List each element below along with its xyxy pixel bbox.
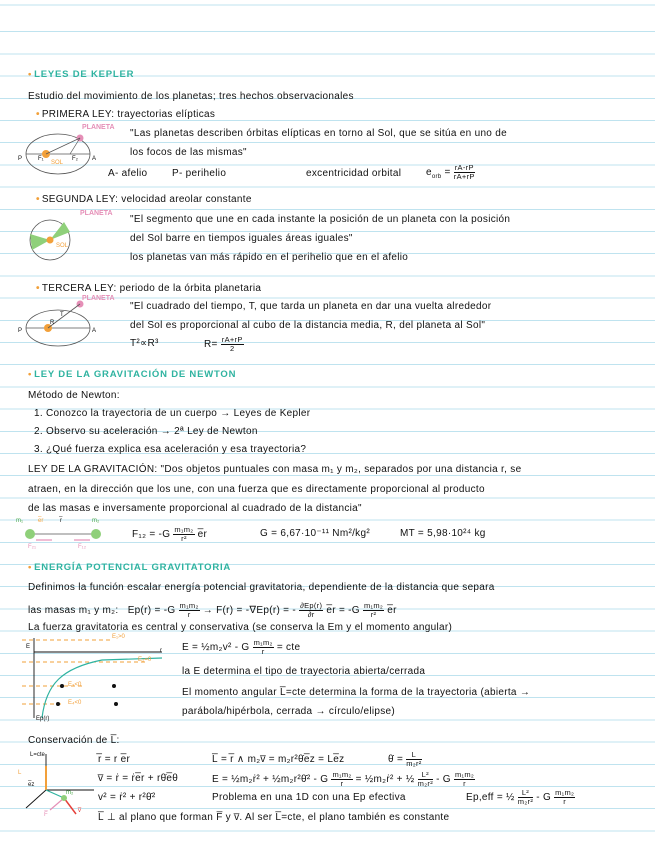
v-label: v̅ — [78, 808, 81, 814]
G-constant: G = 6,67·10⁻¹¹ Nm²/kg² — [260, 528, 370, 539]
energy-definition-1: Definimos la función escalar energía potencial gravitatoria, dependiente de la distancia que separa — [28, 582, 495, 593]
angular-momentum-determines-2: parábola/hipérbola, cerrada → círculo/elipse) — [182, 706, 396, 717]
newton-step-3: 3. ¿Qué fuerza explica esa aceleración y esa trayectoria? — [34, 444, 307, 455]
planet-label-2: PLANETA — [80, 210, 113, 217]
F21-label: F₂₁ — [28, 544, 37, 550]
label-P-3: P — [18, 328, 23, 334]
energy-determines: la E determina el tipo de trayectoria abierta/cerrada — [182, 666, 426, 677]
full-energy-eq: E = ½m₂ṙ² + ½m₂r²θ̇² - G $\frac{\text{m₁m₂}}{r}$ = ½m₂ṙ² + ½ $\frac{\text{L²}}{\text{m₂r²}}$ - G $\frac{\text{m₁m₂}}{r}$ — [212, 770, 475, 788]
ez-label: e̅z — [28, 782, 35, 788]
gravitation-law-1: LEY DE LA GRAVITACIÓN: "Dos objetos puntuales con masa m₁ y m₂, separados por una distancia r, se — [28, 464, 522, 475]
label-F2: F₂ — [72, 156, 78, 162]
third-law-title: • TERCERA LEY: periodo de la órbita planetaria — [36, 283, 262, 294]
newton-method: Método de Newton: — [28, 390, 120, 401]
v-vector-eq: v̅ = ṙ = ṙe̅r + rθ̇e̅θ — [98, 773, 179, 784]
second-law-title: • SEGUNDA LEY: velocidad areolar constante — [36, 194, 252, 205]
angular-momentum-determines-1: El momento angular L̅=cte determina la forma de la trayectoria (abierta → — [182, 687, 531, 698]
earth-mass: MT = 5,98·10²⁴ kg — [400, 528, 486, 539]
energy-equation: E = ½m₂v² - G $\frac{\text{m₁m₂}}{r}$ = cte — [182, 638, 301, 656]
force-formula: F₁₂ = -G $\frac{\text{m₁m₂}}{\text{r²}}$ e̅r — [132, 525, 208, 543]
v-squared-eq: v² = ṙ² + r²θ̇² — [98, 792, 156, 803]
Lz-label: L — [18, 770, 22, 776]
unit-vector-label: e̅r — [38, 518, 44, 524]
third-law-text-1: "El cuadrado del tiempo, T, que tarda un planeta en dar una vuelta alrededor — [130, 301, 492, 312]
F12-label: F₁₂ — [78, 544, 87, 550]
energy-definition-2: las masas m₁ y m₂: Ep(r) = -G $\frac{\text{m₁m₂}}{r}$ → F(r) = -∇Ep(r) = - $\frac{\partial Ep(r)}{\partial r}$ e̅r = -G $\frac{\text{m₁m₂}}{\text{r²}}$ e̅r — [28, 601, 397, 619]
conservative-force: La fuerza gravitatoria es central y conservativa (se conserva la Em y el momento angular) — [28, 622, 453, 633]
Ep-axis-label: Ep(r) — [36, 716, 50, 722]
second-law-text-3: los planetas van más rápido en el perihelio que en el afelio — [130, 252, 409, 263]
effective-potential-eq: Ep,eff = ½ $\frac{\text{L²}}{\text{m₂r²}}$ - G $\frac{\text{m₁m₂}}{r}$ — [466, 788, 575, 806]
L-cte-label: L=cte — [30, 752, 45, 758]
newton-step-2: 2. Observo su aceleración → 2ª Ley de Newton — [34, 426, 258, 437]
L-conservation-title: Conservación de L̅: — [28, 735, 120, 746]
mass-2-label: m₂ — [92, 518, 100, 524]
section-title-energy: • ENERGÍA POTENCIAL GRAVITATORIA — [28, 562, 232, 573]
effective-potential-text: Problema en una 1D con una Ep efectiva — [212, 792, 406, 803]
third-law-formula: T²∝R³ — [130, 338, 159, 349]
planet-label: PLANETA — [82, 124, 115, 131]
section-title-newton: • LEY DE LA GRAVITACIÓN DE NEWTON — [28, 369, 237, 380]
E4-label: E₄<0 — [68, 700, 82, 706]
m2-label: m₂ — [66, 790, 74, 796]
E3-label: E₃<0 — [68, 682, 82, 688]
first-law-text-1: "Las planetas describen órbitas elípticas en torno al Sol, que se sitúa en uno de — [130, 128, 507, 139]
gravitation-law-3: de las masas e inversamente proporcional al cuadrado de la distancia" — [28, 503, 362, 514]
label-A-3: A — [92, 328, 97, 334]
planet-label-3: PLANETA — [82, 295, 115, 302]
eccentricity-label: excentricidad orbital — [306, 168, 402, 179]
gravitation-law-2: atraen, en la dirección que los une, con una fuerza que es directamente proporcional al producto — [28, 484, 485, 495]
second-law-text-2: del Sol barre en tiempos iguales áreas iguales" — [130, 233, 353, 244]
kepler-intro: Estudio del movimiento de los planetas; tres hechos observacionales — [28, 91, 354, 102]
label-A: A — [92, 156, 97, 162]
first-law-title: • PRIMERA LEY: trayectorias elípticas — [36, 109, 216, 120]
L-perpendicular-text: L̅ ⊥ al plano que forman F̅ y v̅. Al ser L̅=cte, el plano también es constante — [98, 812, 450, 823]
label-F1: F₁ — [38, 156, 44, 162]
potential-graph — [22, 634, 172, 724]
label-T: T — [60, 312, 64, 318]
E2-label: E₂=0 — [138, 657, 152, 663]
label-R: R — [50, 320, 55, 326]
label-P: P — [18, 156, 23, 162]
L-vector-eq: L̅ = r̅ ∧ m₂v̅ = m₂r²θ̇e̅z = Le̅z — [212, 754, 345, 765]
section-title-kepler: • LEYES DE KEPLER — [28, 69, 135, 80]
r-vector-eq: r̅ = r e̅r — [98, 754, 131, 765]
mass-1-label: m₁ — [16, 518, 24, 524]
mean-distance-formula: R= $\frac{rA+rP}{2}$ — [204, 335, 243, 353]
perihelion-label: P- perihelio — [172, 168, 227, 179]
sun-label-2: SOL — [56, 243, 69, 249]
sun-label: SOL — [51, 160, 64, 166]
third-law-text-2: del Sol es proporcional al cubo de la distancia media, R, del planeta al Sol" — [130, 320, 486, 331]
F-label: F̅ — [44, 812, 48, 818]
theta-dot-eq: θ̇ = $\frac{L}{\text{m₂r²}}$ — [388, 750, 422, 768]
r-axis-label: r — [160, 648, 162, 654]
first-law-text-2: los focos de las mismas" — [130, 147, 247, 158]
newton-step-1: 1. Conozco la trayectoria de un cuerpo → Leyes de Kepler — [34, 408, 311, 419]
eccentricity-formula: $e_{orb}$ = $\frac{rA-rP}{rA+rP}$ — [426, 163, 475, 181]
E1-label: E₁>0 — [112, 634, 125, 640]
E-axis-label: E — [26, 644, 31, 650]
second-law-text-1: "El segmento que une en cada instante la posición de un planeta con la posición — [130, 214, 511, 225]
aphelion-label: A- afelio — [108, 168, 148, 179]
r-vector-label: r̅ — [60, 518, 62, 524]
area-diagram — [28, 210, 88, 270]
